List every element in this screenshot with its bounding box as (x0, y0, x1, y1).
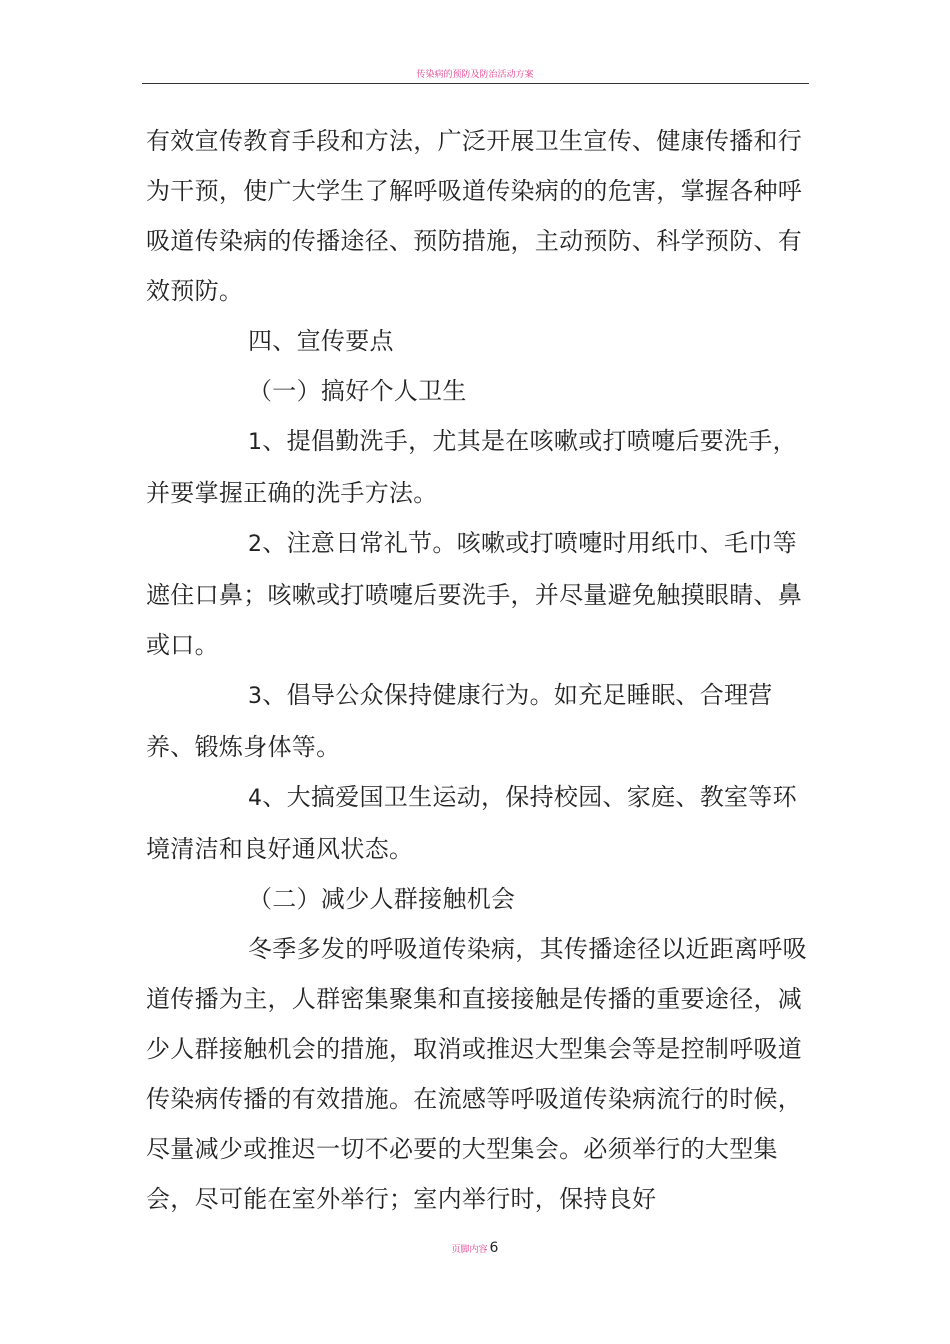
list-item-1-number: 1 (248, 430, 263, 455)
list-item-3-text: 、倡导公众保持健康行为。如充足睡眠、合理营养、锻炼身体等。 (146, 681, 773, 761)
page-header-title: 传染病的预防及防治活动方案 (416, 70, 534, 80)
list-item-1 (146, 416, 810, 518)
paragraph-intro: 有效宣传教育手段和方法，广泛开展卫生宣传、健康传播和行为干预，使广大学生了解呼吸道传染病的的危害，掌握各种呼吸道传染病的传播途径、预防措施，主动预防、科学预防、有效预防。 (146, 127, 803, 305)
list-item-3 (146, 670, 810, 772)
list-item-4 (146, 772, 810, 874)
subsection-heading-1: （一）搞好个人卫生 (248, 377, 467, 405)
list-item-1-text: 、提倡勤洗手，尤其是在咳嗽或打喷嚏后要洗手，并要掌握正确的洗手方法。 (146, 427, 797, 507)
footer-label: 页脚内容 (451, 1245, 488, 1255)
paragraph-crowd-contact: 冬季多发的呼吸道传染病，其传播途径以近距离呼吸道传播为主，人群密集聚集和直接接触是传播的重要途径，减少人群接触机会的措施，取消或推迟大型集会等是控制呼吸道传染病传播的有效措施。在流感等呼吸道传染病流行的时候，尽量减少或推迟一切不必要的大型集会。必须举行的大型集会，尽可能在室外举行；室内举行时，保持良好 (146, 935, 807, 1213)
subsection-heading-2: （二）减少人群接触机会 (248, 885, 516, 913)
page-footer (0, 1240, 950, 1256)
list-item-2 (146, 518, 810, 670)
section-heading-4: 四、宣传要点 (248, 327, 394, 355)
list-item-4-text: 、大搞爱国卫生运动，保持校园、家庭、教室等环境清洁和良好通风状态。 (146, 783, 797, 863)
list-item-2-text: 、注意日常礼节。咳嗽或打喷嚏时用纸巾、毛巾等遮住口鼻；咳嗽或打喷嚏后要洗手，并尽量避免触摸眼睛、鼻或口。 (146, 529, 803, 659)
list-item-2-number: 2 (248, 532, 263, 557)
list-item-4-number: 4 (248, 786, 263, 811)
page-number: 6 (489, 1240, 499, 1256)
header-divider (142, 83, 809, 84)
list-item-3-number: 3 (248, 684, 263, 709)
document-body (146, 116, 810, 1224)
